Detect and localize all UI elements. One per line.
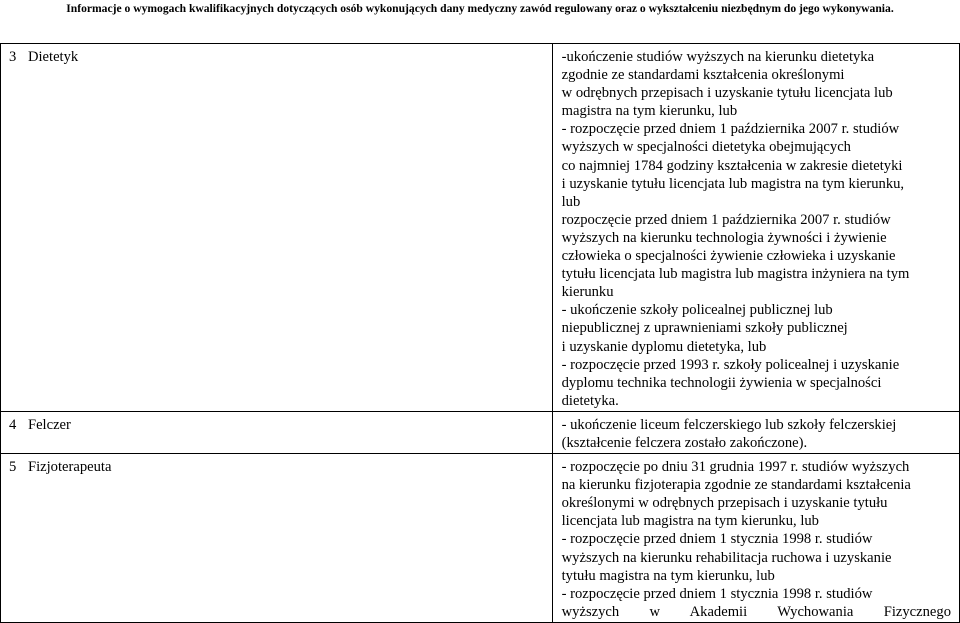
requirement-line: tytułu licencjata lub magistra lub magistra inżyniera na tym xyxy=(561,266,910,283)
profession-cell xyxy=(1,411,553,453)
requirement-line: tytułu magistra na tym kierunku, lub xyxy=(561,567,775,584)
requirement-line: magistra na tym kierunku, lub xyxy=(561,103,738,120)
requirement-line: wyższych na kierunku rehabilitacja ruchowa i uzyskanie xyxy=(561,549,892,566)
requirement-line: - rozpoczęcie po dniu 31 grudnia 1997 r. studiów wyższych xyxy=(561,459,910,476)
requirement-line: wyższych w Akademii Wychowania Fizycznego xyxy=(561,603,951,620)
requirement-line: lub xyxy=(561,193,581,210)
requirement-line: zgodnie ze standardami kształcenia określonymi xyxy=(561,67,845,84)
row-number: 3 xyxy=(9,49,17,65)
requirement-line: rozpoczęcie przed dniem 1 października 2007 r. studiów xyxy=(561,211,891,228)
requirement-line: - ukończenie szkoły policealnej publicznej lub xyxy=(561,302,833,319)
profession-cell xyxy=(1,44,553,412)
row-number: 5 xyxy=(9,459,17,476)
requirement-line: niepublicznej z uprawnieniami szkoły publicznej xyxy=(561,320,848,337)
requirement-line: wyższych w specjalności dietetyka obejmujących xyxy=(561,139,851,156)
row-number: 4 xyxy=(9,416,17,433)
requirement-line: wyższych na kierunku technologia żywności i żywienie xyxy=(561,229,887,246)
requirement-line: i uzyskanie tytułu licencjata lub magistra na tym kierunku, xyxy=(561,175,905,192)
requirement-line: określonymi w odrębnych przepisach i uzyskanie tytułu xyxy=(561,495,888,512)
profession-name: Fizjoterapeuta xyxy=(27,459,112,476)
requirement-line: - ukończenie liceum felczerskiego lub szkoły felczerskiej xyxy=(561,416,897,433)
requirement-line: człowieka o specjalności żywienie człowieka i uzyskanie xyxy=(561,248,896,265)
profession-cell xyxy=(1,454,553,623)
qualifications-table xyxy=(0,43,960,623)
table-row-felczer xyxy=(1,411,960,453)
requirement-line: - rozpoczęcie przed dniem 1 października 2007 r. studiów xyxy=(561,121,900,138)
requirements-cell xyxy=(552,411,959,453)
requirements-cell xyxy=(552,454,959,623)
requirement-line: na kierunku fizjoterapia zgodnie ze standardami kształcenia xyxy=(561,477,911,494)
requirement-line: - rozpoczęcie przed dniem 1 stycznia 1998 r. studiów xyxy=(561,531,873,548)
profession-name: Dietetyk xyxy=(27,49,79,65)
requirement-line: (kształcenie felczera zostało zakończone). xyxy=(561,434,808,451)
requirement-line: kierunku xyxy=(561,284,614,301)
requirement-line: w odrębnych przepisach i uzyskanie tytułu licencjata lub xyxy=(561,85,893,102)
requirement-line: - rozpoczęcie przed dniem 1 stycznia 1998 r. studiów xyxy=(561,585,873,602)
table-row-fizjoterapeuta xyxy=(1,454,960,623)
requirement-line: dyplomu technika technologii żywienia w specjalności xyxy=(561,374,882,391)
requirement-line: -ukończenie studiów wyższych na kierunku dietetyka xyxy=(561,49,875,65)
requirements-cell xyxy=(552,44,959,412)
profession-name: Felczer xyxy=(27,416,71,433)
page-header-title: Informacje o wymogach kwalifikacyjnych dotyczących osób wykonujących dany medyczny zawód regulowany oraz o wykształceniu niezbędnym do jego wykonywania. xyxy=(66,2,894,15)
requirement-line: i uzyskanie dyplomu dietetyka, lub xyxy=(561,338,767,355)
requirement-line: - rozpoczęcie przed 1993 r. szkoły policealnej i uzyskanie xyxy=(561,356,900,373)
requirement-line: dietetyka. xyxy=(561,392,619,409)
requirement-line: co najmniej 1784 godziny kształcenia w zakresie dietetyki xyxy=(561,157,903,174)
table-row-dietetyk xyxy=(1,44,960,412)
requirement-line: licencjata lub magistra na tym kierunku, lub xyxy=(561,513,819,530)
